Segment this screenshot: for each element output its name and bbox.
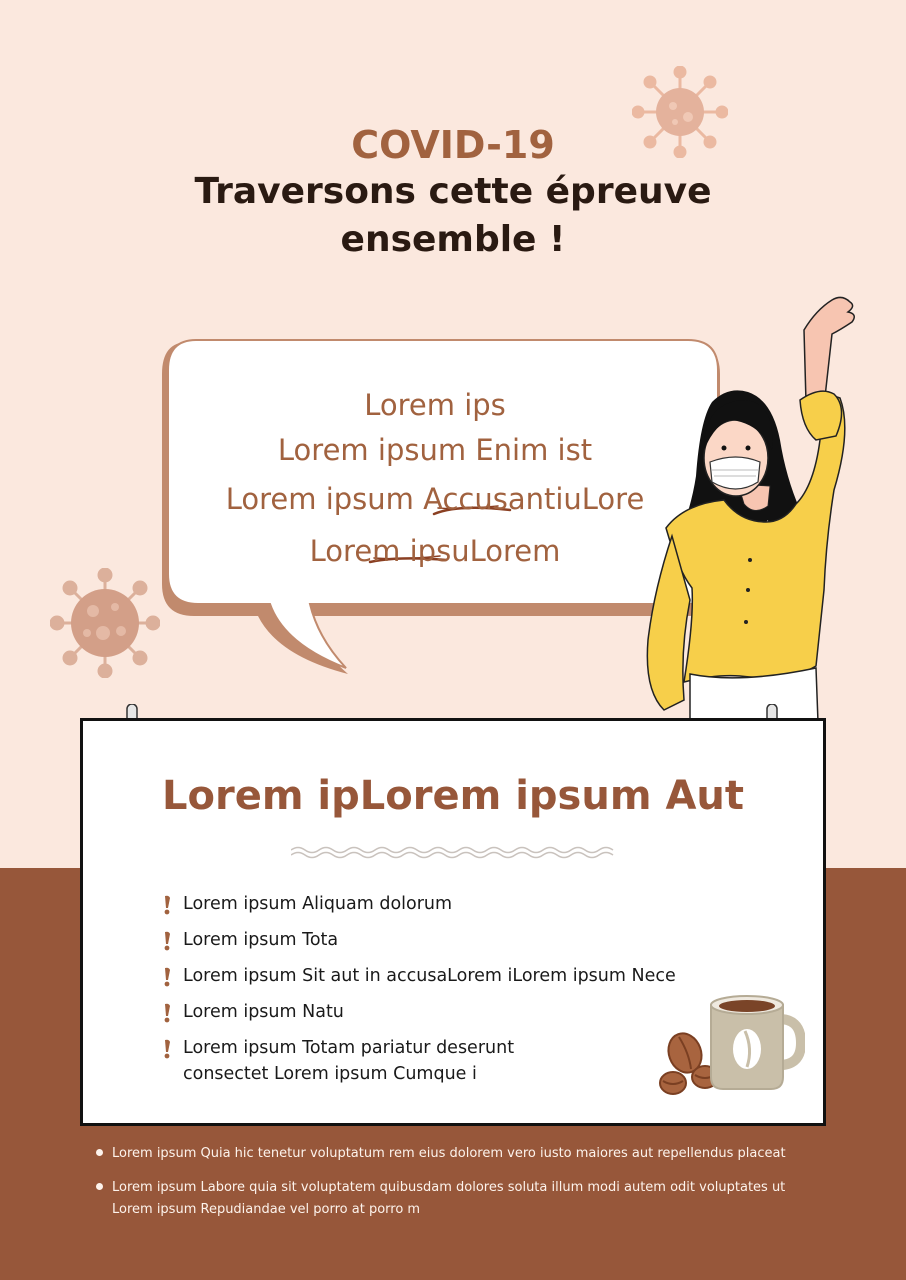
footer-notes: [96, 1143, 796, 1233]
list-item-text: Lorem ipsum Natu: [183, 1002, 344, 1022]
list-item: [161, 963, 676, 989]
coffee-mug-icon: [655, 991, 805, 1101]
list-item: [161, 999, 676, 1025]
woman-waving-illustration: [620, 290, 870, 722]
bubble-line-4: Lorem ipsuLorem: [309, 534, 561, 568]
header: [0, 122, 906, 264]
list-item: [161, 891, 676, 917]
bubble-line-2: Lorem ipsum Enim ist: [277, 433, 593, 467]
exclamation-icon: [161, 967, 175, 987]
board-title: Lorem ipLorem ipsum Aut: [162, 773, 744, 819]
list-item-text: Lorem ipsum Sit aut in accusaLorem iLorem ipsum Nece: [183, 966, 676, 986]
exclamation-icon: [161, 1039, 175, 1059]
wave-divider: [291, 845, 621, 859]
virus-icon-left: [50, 568, 160, 678]
page-title: Traversons cette épreuve ensemble !: [194, 171, 712, 260]
exclamation-icon: [161, 931, 175, 951]
bubble-line-3: Lorem ipsum AccusantiuLore: [225, 482, 645, 516]
bubble-line-1: Lorem ips: [364, 388, 506, 422]
footer-note: Lorem ipsum Labore quia sit voluptatem quibusdam dolores soluta illum modi autem odit voluptates ut Lorem ipsum Repudiandae vel porro at porro m: [96, 1177, 796, 1221]
covid-title: COVID-19: [351, 123, 555, 167]
exclamation-icon: [161, 1003, 175, 1023]
list-item-text: Lorem ipsum Tota: [183, 930, 339, 950]
board-list: [161, 891, 676, 1097]
exclamation-icon: [161, 895, 175, 915]
notice-board: [80, 718, 826, 1126]
list-item: [161, 927, 676, 953]
footer-note: Lorem ipsum Quia hic tenetur voluptatum rem eius dolorem vero iusto maiores aut repellendus placeat: [96, 1143, 796, 1165]
list-item: [161, 1035, 591, 1087]
list-item-text: Lorem ipsum Aliquam dolorum: [183, 894, 453, 914]
list-item-text: Lorem ipsum Totam pariatur deserunt consectet Lorem ipsum Cumque i: [183, 1038, 515, 1084]
